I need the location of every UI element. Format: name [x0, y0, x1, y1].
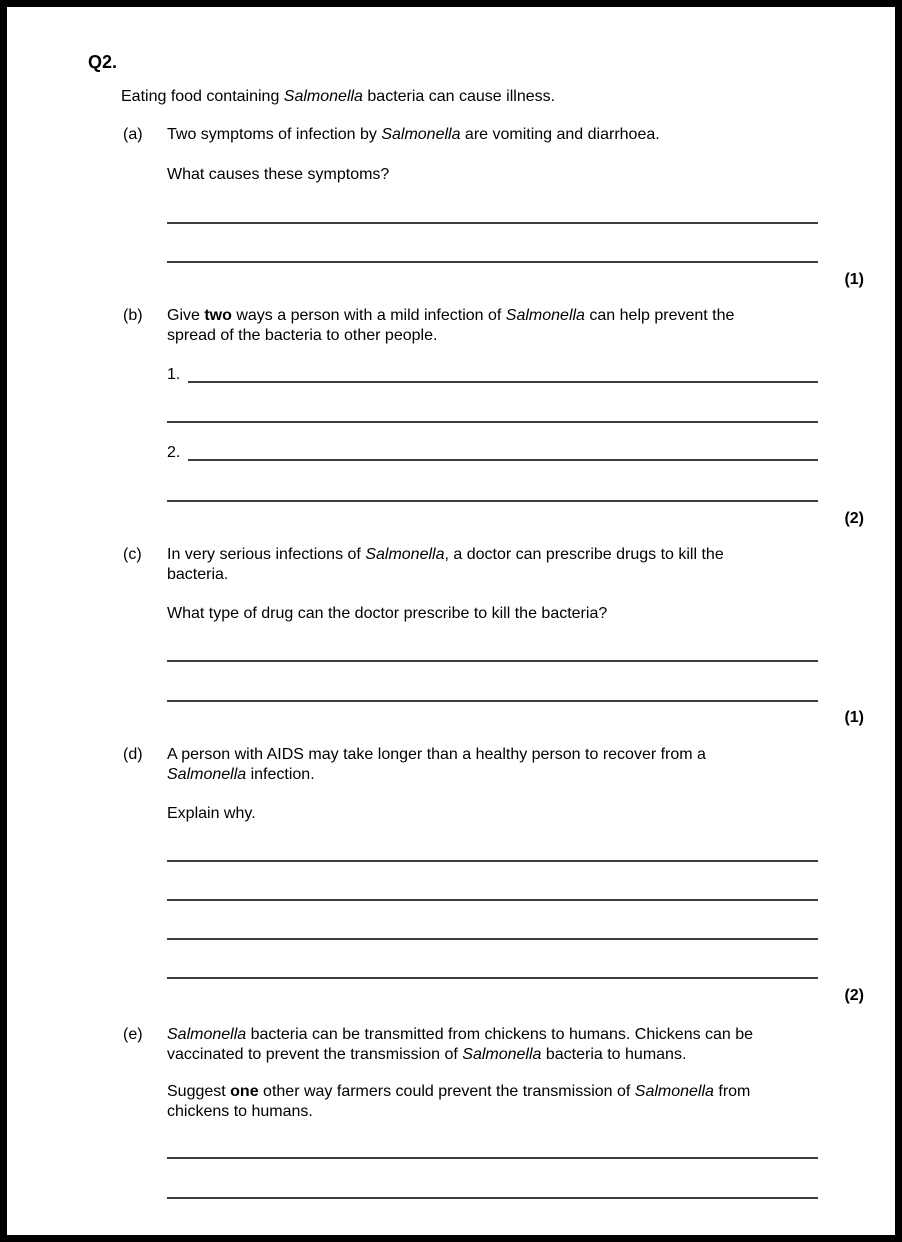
answer-line	[167, 261, 818, 263]
part-e-prompt: Suggest one other way farmers could prevent the transmission of Salmonella from chickens to humans.	[167, 1083, 751, 1120]
part-d-prompt: Explain why.	[167, 805, 256, 822]
answer-line	[188, 381, 818, 383]
answer-number-1: 1.	[167, 366, 181, 383]
answer-line	[167, 222, 818, 224]
part-a-label: (a)	[123, 126, 143, 143]
answer-number-2: 2.	[167, 444, 181, 461]
part-c-label: (c)	[123, 546, 142, 563]
answer-line	[188, 459, 818, 461]
answer-line	[167, 1157, 818, 1159]
answer-line	[167, 1197, 818, 1199]
part-a-statement: Two symptoms of infection by Salmonella are vomiting and diarrhoea.	[167, 126, 660, 143]
part-c-statement: In very serious infections of Salmonella, a doctor can prescribe drugs to kill the bacteria.	[167, 546, 724, 583]
marks-part-c: (1)	[844, 709, 864, 726]
part-e-label: (e)	[123, 1026, 143, 1043]
marks-part-b: (2)	[844, 510, 864, 527]
answer-line	[167, 860, 818, 862]
marks-part-d: (2)	[844, 987, 864, 1004]
answer-line	[167, 938, 818, 940]
part-e-statement: Salmonella bacteria can be transmitted from chickens to humans. Chickens can be vaccinated to prevent the transmission of Salmonella bacteria to humans.	[167, 1026, 754, 1063]
question-intro: Eating food containing Salmonella bacteria can cause illness.	[121, 88, 556, 105]
answer-line	[167, 660, 818, 662]
answer-line	[167, 899, 818, 901]
part-d-label: (d)	[123, 746, 143, 763]
question-number: Q2.	[88, 52, 118, 72]
part-b-label: (b)	[123, 307, 143, 324]
answer-line	[167, 421, 818, 423]
answer-line	[167, 700, 818, 702]
answer-line	[167, 500, 818, 502]
part-c-prompt: What type of drug can the doctor prescribe to kill the bacteria?	[167, 605, 608, 622]
answer-line	[167, 977, 818, 979]
part-d-statement: A person with AIDS may take longer than a healthy person to recover from a Salmonella infection.	[167, 746, 706, 783]
marks-part-a: (1)	[844, 271, 864, 288]
part-b-statement: Give two ways a person with a mild infection of Salmonella can help prevent the spread of the bacteria to other people.	[167, 307, 735, 344]
part-a-prompt: What causes these symptoms?	[167, 166, 390, 183]
